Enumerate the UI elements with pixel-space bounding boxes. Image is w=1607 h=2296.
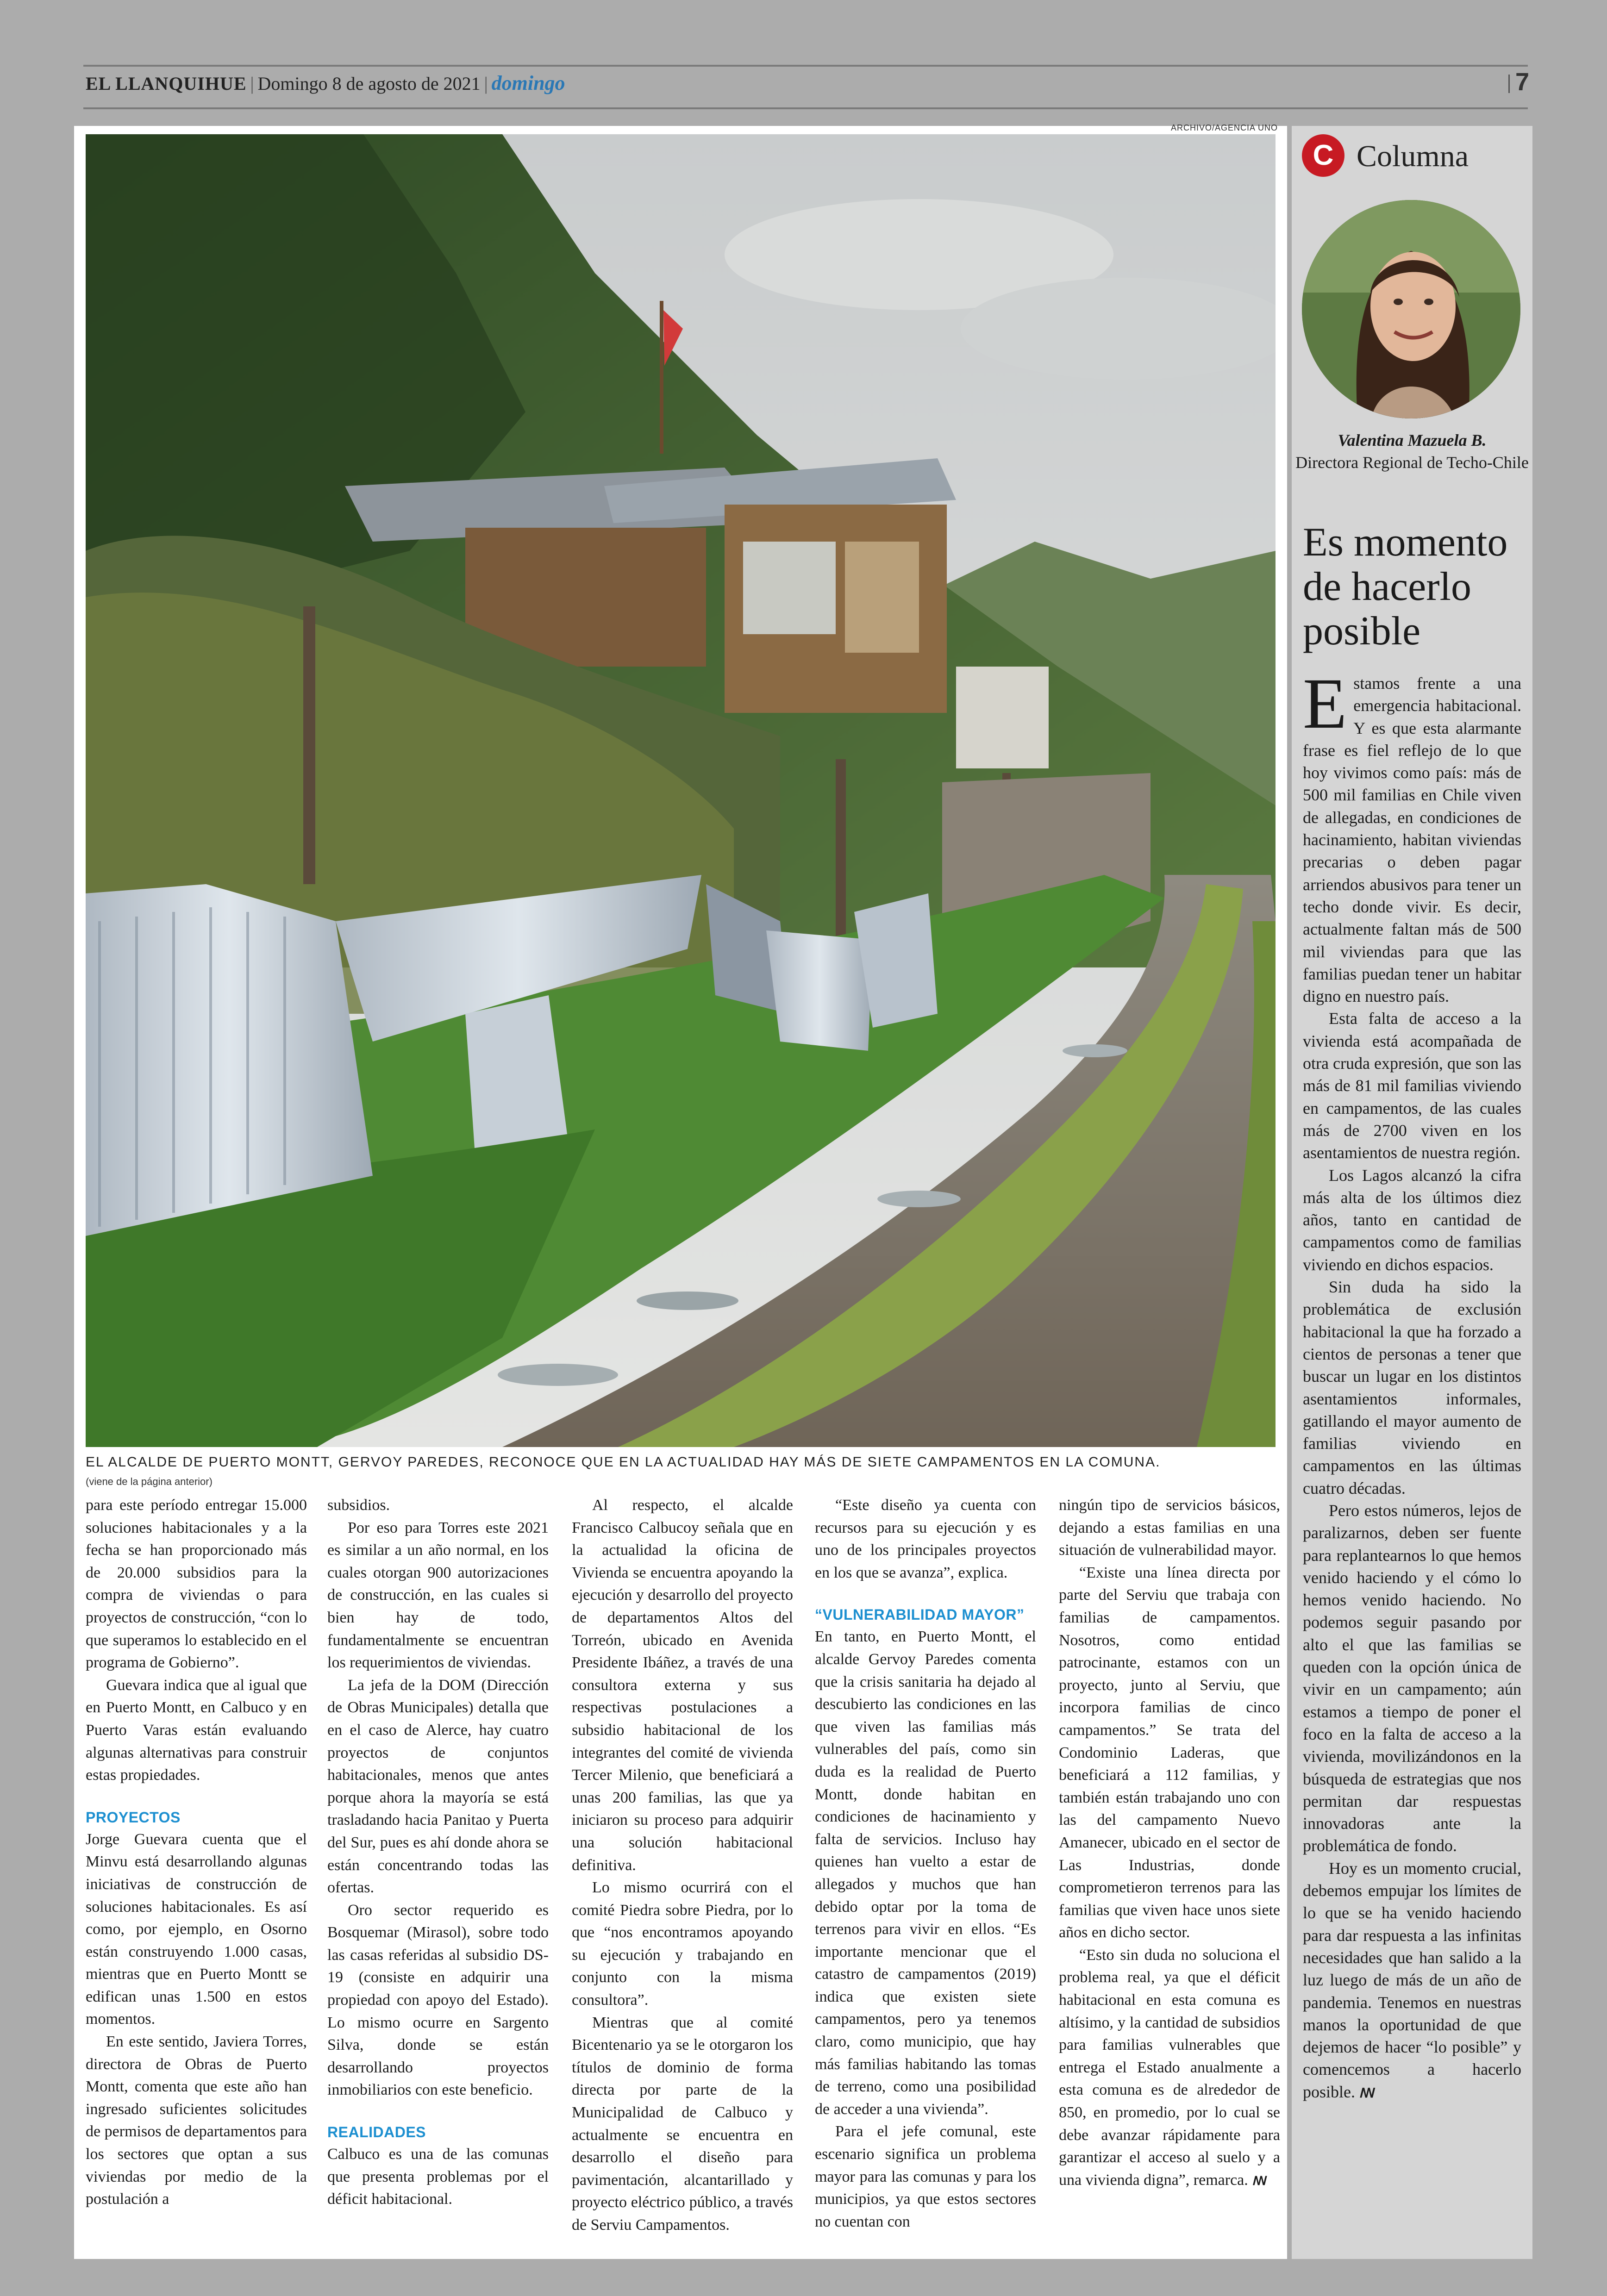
paragraph: Esta falta de acceso a la vivienda está acompañada de otra cruda expresión, que son las más de 81 mil familias viviendo en campamentos, de las cuales más de 2700 viven en los asentamientos de nuestra región. bbox=[1303, 1009, 1521, 1162]
paragraph: Por eso para Torres este 2021 es similar a un año normal, en los cuales otorgan 900 autorizaciones de construcción, en las cuales si bien hay de todo, fundamentalmente se encuentran los requerimientos de viviendas. bbox=[327, 1519, 549, 1672]
continued-note: (viene de la página anterior) bbox=[86, 1476, 213, 1487]
article-column-5 bbox=[1059, 1494, 1280, 2192]
paragraph: En tanto, en Puerto Montt, el alcalde Gervoy Paredes comenta que la crisis sanitaria ha dejado al descubierto las condiciones en las que viven las familias más vulnerables del país, como sin duda es la realidad de Puerto Montt, donde habitan en condiciones de hacinamiento y falta de servicios. Incluso hay quienes han vuelto a estar de allegados y muchos que han debido optar por la toma de terrenos para vivir en ellos. “Es importante mencionar que el catastro de campamentos (2019) indica que existen siete campamentos, pero ya tenemos claro, como municipio, que hay más familias habitando las tomas de terreno, como una posibilidad de acceder a una vivienda”. bbox=[815, 1628, 1036, 2118]
column-title: Es momento de hacerlo posible bbox=[1303, 520, 1508, 654]
paragraph: Calbuco es una de las comunas que presenta problemas por el déficit habitacional. bbox=[327, 2146, 549, 2208]
paragraph: Oro sector requerido es Bosquemar (Mirasol), sobre todo las casas referidas al subsidio DS-19 (consiste en adquirir una propiedad con apoyo del Estado). Lo mismo ocurre en Sargento Silva, donde se están desarrollando proyectos inmobiliarios con este beneficio. bbox=[327, 1901, 549, 2099]
page-number bbox=[1508, 68, 1529, 96]
paragraph: Para el jefe comunal, este escenario significa un problema mayor para las comunas y para los municipios, ya que estos sectores no cuentan con bbox=[815, 2123, 1036, 2230]
article-column-3 bbox=[572, 1494, 793, 2237]
paragraph-text: stamos frente a una emergencia habitacional. Y es que esta alarmante frase es fiel reflejo de lo que hoy vivimos como país: más de 500 mil familias en Chile viven de allegadas, en condiciones de hacinamiento, habitan viviendas precarias o deben pagar arriendos abusivos para tener un techo donde vivir. Es decir, actualmente faltan más de 500 mil viviendas para que las familias puedan tener un habitar digno en nuestro país. bbox=[1303, 674, 1521, 1006]
column-label: Columna bbox=[1357, 139, 1469, 173]
header-separator: | bbox=[484, 73, 488, 94]
paragraph: Pero estos números, lejos de paralizarnos, deben ser fuente para replantearnos lo que hemos venido haciendo y el cómo lo hemos venido haciendo. No podemos seguir pasando por alto el que las familias se queden con la opción única de vivir en un campamento; aún estamos a tiempo de poner el foco en la falta de acceso a la vivienda, movilizándonos en la búsqueda de estrategias que nos permitan dar respuestas innovadoras ante la problemática de fondo. bbox=[1303, 1501, 1521, 1855]
paragraph: La jefa de la DOM (Dirección de Obras Municipales) detalla que en el caso de Alerce, hay cuatro proyectos de conjuntos habitacionales, menos que antes porque ahora la mayoría se está trasladando hacia Panitao y Puerta del Sur, pues es ahí donde ahora se están concentrando todas las ofertas. bbox=[327, 1676, 549, 1897]
campamento-photo bbox=[86, 134, 1276, 1447]
end-mark-icon: ꟿ bbox=[1360, 2085, 1376, 2100]
author-portrait bbox=[1302, 200, 1520, 418]
paragraph: En este sentido, Javiera Torres, directora de Obras de Puerto Montt, comenta que este año han ingresado suficientes solicitudes de permisos de departamentos para los sectores que optan a sus viviendas por medio de la postulación a bbox=[86, 2033, 307, 2208]
page-header bbox=[86, 71, 565, 95]
end-mark-icon: ꟿ bbox=[1252, 2173, 1267, 2188]
paragraph: Lo mismo ocurrirá con el comité Piedra sobre Piedra, por lo que “nos encontramos apoyando su ejecución y trabajando en conjunto con la misma consultora”. bbox=[572, 1879, 793, 2009]
paragraph: Jorge Guevara cuenta que el Minvu está desarrollando algunas iniciativas de construcción de soluciones habitacionales. Es así como, por ejemplo, en Osorno están construyendo 1.000 casas, mientras que en Puerto Montt se edifican unas 1.500 en estos momentos. bbox=[86, 1830, 307, 2028]
section-name: domingo bbox=[491, 72, 565, 94]
campamento-illustration bbox=[86, 134, 1276, 1447]
author-avatar bbox=[1302, 200, 1520, 418]
paragraph: Sin duda ha sido la problemática de exclusión habitacional la que ha forzado a cientos de personas a tener que buscar un lugar en los distintos asentamientos informales, gatillando el mayor aumento de familias viviendo en campamentos en las últimas cuatro décadas. bbox=[1303, 1278, 1521, 1497]
header-bottom-rule bbox=[83, 107, 1528, 109]
article-column-4 bbox=[815, 1494, 1036, 2233]
page-number-value: 7 bbox=[1515, 68, 1529, 96]
header-separator: | bbox=[250, 73, 254, 94]
paragraph-text: Hoy es un momento crucial, debemos empujar los límites de lo que se ha venido haciendo para dar respuesta a las infinitas necesidades que han salido a la luz luego de más de un año de pandemia. Tenemos en nuestras manos la oportunidad de que dejemos de hacer “lo posible” y comencemos a hacerlo posible. bbox=[1303, 1859, 1521, 2101]
author-role: Directora Regional de Techo-Chile bbox=[1295, 453, 1529, 472]
header-top-rule bbox=[83, 65, 1528, 67]
paragraph bbox=[1059, 1944, 1280, 2192]
paragraph bbox=[1303, 1857, 1521, 2104]
subheading-vulnerabilidad-mayor: “VULNERABILIDAD MAYOR” bbox=[815, 1606, 1025, 1623]
subheading-proyectos: PROYECTOS bbox=[86, 1809, 181, 1826]
paragraph: Al respecto, el alcalde Francisco Calbucoy señala que en la actualidad la oficina de Vivienda se encuentra apoyando la ejecución y desarrollo del proyecto de departamentos Altos del Torreón, ubicado en Avenida Presidente Ibáñez, a través de una consultora externa y sus respectivas postulaciones a subsidio habitacional de los integrantes del comité de vivienda Tercer Milenio, que beneficiará a unas 200 familias, las que ya iniciaron su proceso para adquirir una solución habitacional definitiva. bbox=[572, 1497, 793, 1874]
paragraph: Guevara indica que al igual que en Puerto Montt, en Calbuco y en Puerto Varas están evaluando algunas alternativas para construir estas propiedades. bbox=[86, 1676, 307, 1784]
issue-date: Domingo 8 de agosto de 2021 bbox=[257, 73, 481, 94]
article-column-2 bbox=[327, 1494, 549, 2211]
paragraph: Los Lagos alcanzó la cifra más alta de los últimos diez años, tanto en cantidad de campamentos como de familias viviendo en dichos espacios. bbox=[1303, 1166, 1521, 1274]
photo-caption: EL ALCALDE DE PUERTO MONTT, GERVOY PAREDES, RECONOCE QUE EN LA ACTUALIDAD HAY MÁS DE SIETE CAMPAMENTOS EN LA COMUNA. bbox=[86, 1454, 1161, 1470]
author-name: Valentina Mazuela B. bbox=[1338, 431, 1487, 449]
page-number-bar bbox=[1508, 75, 1510, 93]
paragraph: Mientras que al comité Bicentenario ya se le otorgaron los títulos de dominio de forma directa por parte de la Municipalidad de Calbuco y actualmente se encuentra en desarrollo el diseño para pavimentación, alcantarillado y proyecto eléctrico público, a través de Serviu Campamentos. bbox=[572, 2014, 793, 2234]
subheading-realidades: REALIDADES bbox=[327, 2124, 426, 2141]
newspaper-name: EL LLANQUIHUE bbox=[86, 73, 247, 94]
column-badge: C bbox=[1302, 134, 1344, 177]
column-body bbox=[1303, 663, 1521, 2104]
drop-cap: E bbox=[1303, 663, 1347, 743]
paragraph: subsidios. bbox=[327, 1497, 390, 1514]
paragraph bbox=[1303, 663, 1521, 1007]
paragraph: para este período entregar 15.000 soluciones habitacionales y a la fecha se han proporcionado más de 20.000 subsidios para la compra de viviendas o para proyectos de construcción, “con lo que superamos lo establecido en el programa de Gobierno”. bbox=[86, 1497, 307, 1672]
paragraph: ningún tipo de servicios básicos, dejando a estas familias en una situación de vulnerabilidad mayor. bbox=[1059, 1497, 1280, 1559]
paragraph: “Este diseño ya cuenta con recursos para su ejecución y es uno de los principales proyectos en los que se avanza”, explica. bbox=[815, 1497, 1036, 1581]
paragraph-text: “Esto sin duda no soluciona el problema real, ya que el déficit habitacional en esta comuna es altísimo, y la cantidad de subsidios para familias vulnerables que entrega el Estado anualmente a esta comuna es de alrededor de 850, en promedio, por lo cual se debe avanzar rápidamente para garantizar el acceso al suelo y a una vivienda digna”, remarca. bbox=[1059, 1946, 1280, 2189]
paragraph: “Existe una línea directa por parte del Serviu que trabaja con familias de campamentos. Nosotros, como entidad patrocinante, estamos con un proyecto, junto al Serviu, que incorpora familias de cinco campamentos.” Se trata del Condominio Laderas, que beneficiará a 112 familias, y también están trabajando uno con las del campamento Nuevo Amanecer, ubicado en el sector de Las Industrias, donde comprometieron terrenos para las familias que viven hace unos siete años en dicho sector. bbox=[1059, 1564, 1280, 1941]
photo-credit: ARCHIVO/AGENCIA UNO bbox=[1170, 123, 1278, 132]
article-column-1 bbox=[86, 1494, 307, 2211]
